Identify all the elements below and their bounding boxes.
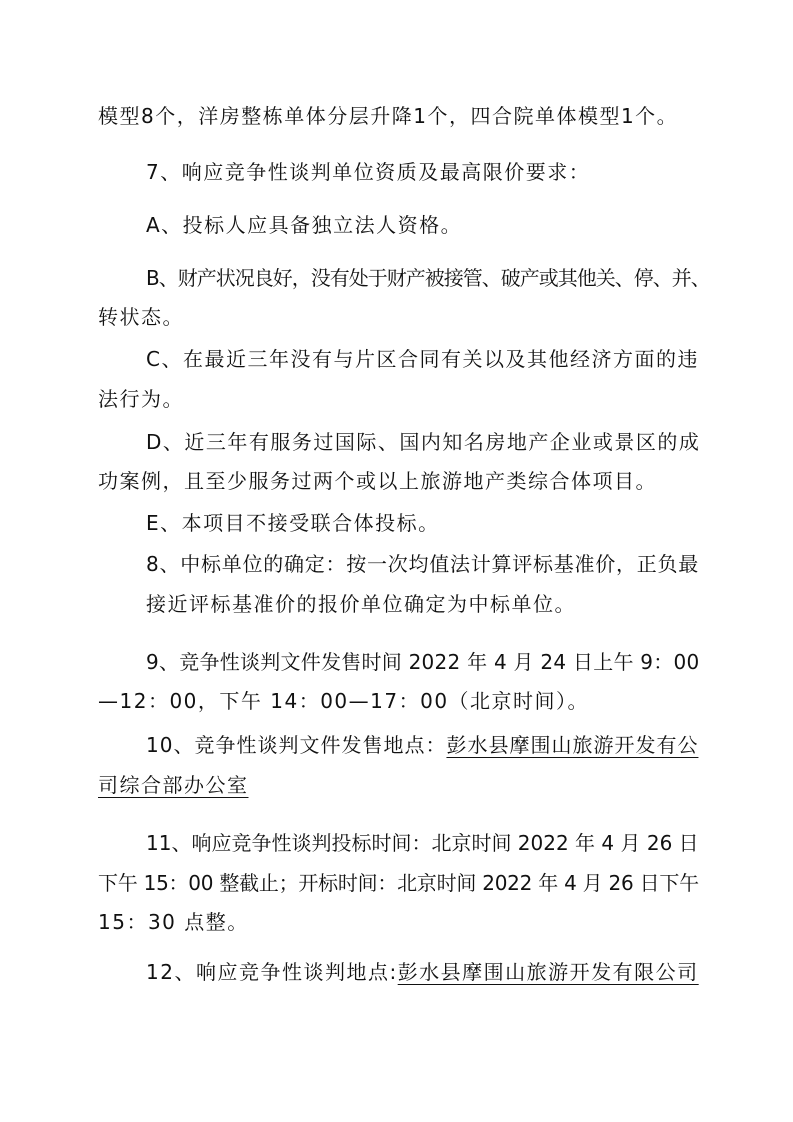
text-line: 接近评标基准价的报价单位确定为中标单位。 [146,592,576,616]
text-line: 模型8个，洋房整栋单体分层升降1个，四合院单体模型1个。 [98,104,679,128]
text-line: A、投标人应具备独立法人资格。 [146,213,463,237]
text-line: 功案例，且至少服务过两个或以上旅游地产类综合体项目。 [98,469,657,493]
item-12-line [146,958,699,986]
item-12-prefix: 12、响应竞争性谈判地点: [146,960,398,984]
item-10-prefix: 10、竞争性谈判文件发售地点： [146,733,447,757]
item-12-place-underlined: 彭水县摩围山旅游开发有限公司 [397,960,699,984]
item-10-place-underlined: 彭水县摩围山旅游开发有公 [446,733,699,757]
text-line: 转状态。 [98,305,184,329]
item-10-line-2 [98,771,249,799]
text-line: 法行为。 [98,387,184,411]
text-line: 7、响应竞争性谈判单位资质及最高限价要求： [146,160,591,184]
text-line: 9、竞争性谈判文件发售时间 2022 年 4 月 24 日上午 9：00 [146,650,700,674]
text-line: 11、响应竞争性谈判投标时间：北京时间 2022 年 4 月 26 日 [146,831,699,855]
item-10-line-1 [146,731,698,759]
text-line: E、本项目不接受联合体投标。 [146,511,440,535]
text-line: C、在最近三年没有与片区合同有关以及其他经济方面的违 [146,347,699,371]
text-line: 15：30 点整。 [98,910,249,934]
text-line: 8、中标单位的确定：按一次均值法计算评标基准价，正负最 [146,552,699,576]
text-line: B、财产状况良好，没有处于财产被接管、破产或其他关、停、并、 [146,266,710,290]
text-line: 下午 15：00 整截止；开标时间：北京时间 2022 年 4 月 26 日下午 [98,871,699,895]
text-line: —12：00，下午 14：00—17：00（北京时间）。 [98,689,590,713]
item-10-place-underlined: 司综合部办公室 [98,773,249,797]
text-line: D、近三年有服务过国际、国内知名房地产企业或景区的成 [146,430,701,454]
